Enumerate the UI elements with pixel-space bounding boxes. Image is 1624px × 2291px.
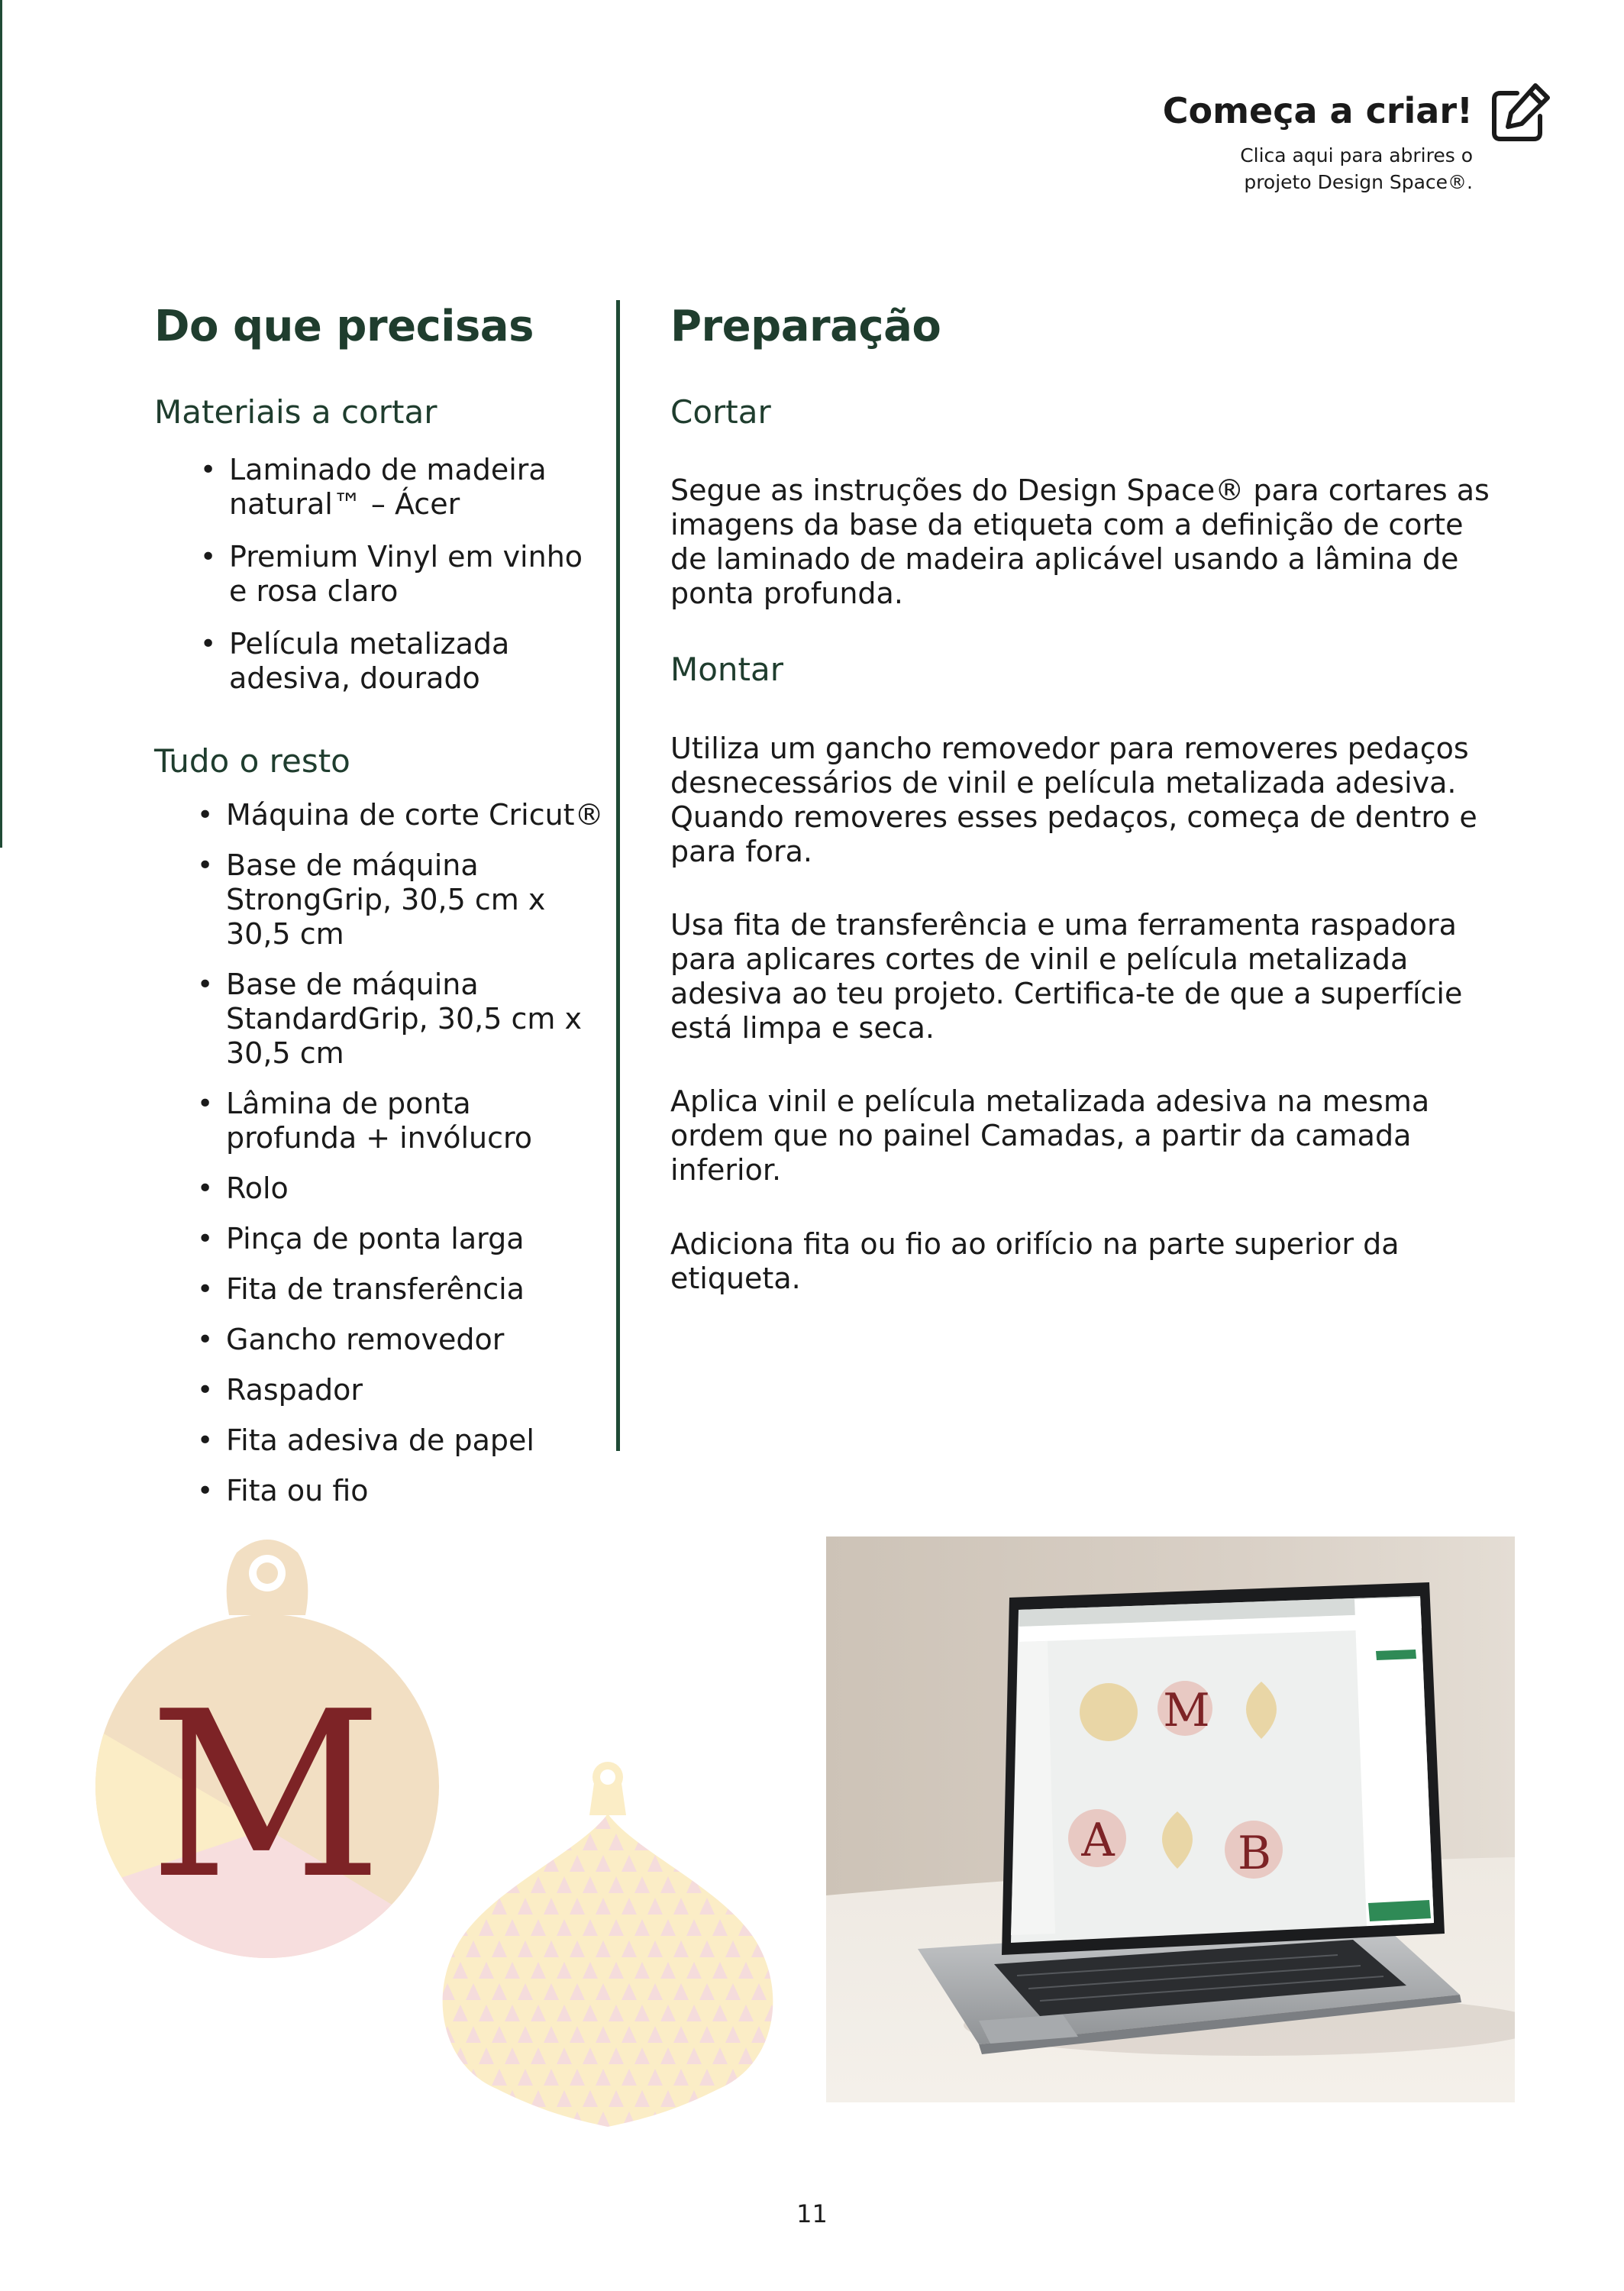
cut-text: Segue as instruções do Design Space® para cortares as imagens da base da etiqueta com a definição de corte de laminado de madeira aplicável usando a lâmina de ponta profunda. xyxy=(670,473,1490,610)
list-item: • Pinça de ponta larga xyxy=(194,1222,606,1256)
assemble-heading: Montar xyxy=(670,651,784,688)
column-divider xyxy=(616,300,620,1451)
list-item: • Raspador xyxy=(194,1373,606,1407)
assemble-text-2: Usa fita de transferência e uma ferramenta raspadora para aplicares cortes de vinil e película metalizada adesiva ao teu projeto. Certifica-te de que a superfície está limpa e seca. xyxy=(670,908,1463,1045)
list-item: • Gancho removedor xyxy=(194,1323,606,1357)
materials-heading: Materiais a cortar xyxy=(154,393,437,431)
cut-heading: Cortar xyxy=(670,393,771,431)
materials-list xyxy=(197,453,602,696)
laptop-letter: B xyxy=(1237,1827,1272,1880)
list-item: • Base de máquina StandardGrip, 30,5 cm x 30,5 cm xyxy=(194,968,606,1071)
list-item: • Lâmina de ponta profunda + invólucro xyxy=(194,1087,606,1155)
laptop-letter: M xyxy=(1163,1684,1210,1737)
list-item: • Máquina de corte Cricut® xyxy=(194,798,606,832)
other-heading: Tudo o resto xyxy=(154,742,350,780)
page-number: 11 xyxy=(796,2199,828,2228)
assemble-text-3: Aplica vinil e película metalizada adesiva na mesma ordem que no painel Camadas, a partir da camada inferior. xyxy=(670,1084,1430,1187)
list-item: • Rolo xyxy=(194,1171,606,1206)
list-item: • Base de máquina StrongGrip, 30,5 cm x 30,5 cm xyxy=(194,848,606,952)
list-item: • Fita ou fio xyxy=(194,1474,606,1508)
edge-strip xyxy=(0,0,2,848)
laptop-letter: A xyxy=(1081,1814,1115,1867)
cta-subtitle[interactable]: Clica aqui para abrires o projeto Design Space®. xyxy=(1240,144,1473,193)
start-creating-link[interactable] xyxy=(1126,79,1554,202)
needs-heading: Do que precisas xyxy=(154,302,534,351)
ball-ornament xyxy=(84,1540,481,1989)
preparation-heading: Preparação xyxy=(670,302,941,351)
edit-icon[interactable] xyxy=(1484,79,1554,150)
list-item: • Fita adesiva de papel xyxy=(194,1423,606,1458)
cta-title[interactable]: Começa a criar! xyxy=(1162,90,1473,131)
ornaments-illustration xyxy=(84,1531,817,2127)
laptop-photo xyxy=(826,1536,1515,2102)
list-item: • Laminado de madeira natural™ – Ácer xyxy=(197,453,602,522)
ornament-letter: M xyxy=(148,1663,383,1929)
list-item: • Película metalizada adesiva, dourado xyxy=(197,627,602,696)
assemble-text-1: Utiliza um gancho removedor para removeres pedaços desnecessários de vinil e película metalizada adesiva. Quando removeres esses pedaços, começa de dentro e para fora. xyxy=(670,732,1477,868)
list-item: • Premium Vinyl em vinho e rosa claro xyxy=(197,540,602,609)
other-list xyxy=(194,798,606,1508)
list-item: • Fita de transferência xyxy=(194,1272,606,1307)
onion-ornament xyxy=(420,1762,802,2127)
assemble-text-4: Adiciona fita ou fio ao orifício na parte superior da etiqueta. xyxy=(670,1227,1400,1295)
